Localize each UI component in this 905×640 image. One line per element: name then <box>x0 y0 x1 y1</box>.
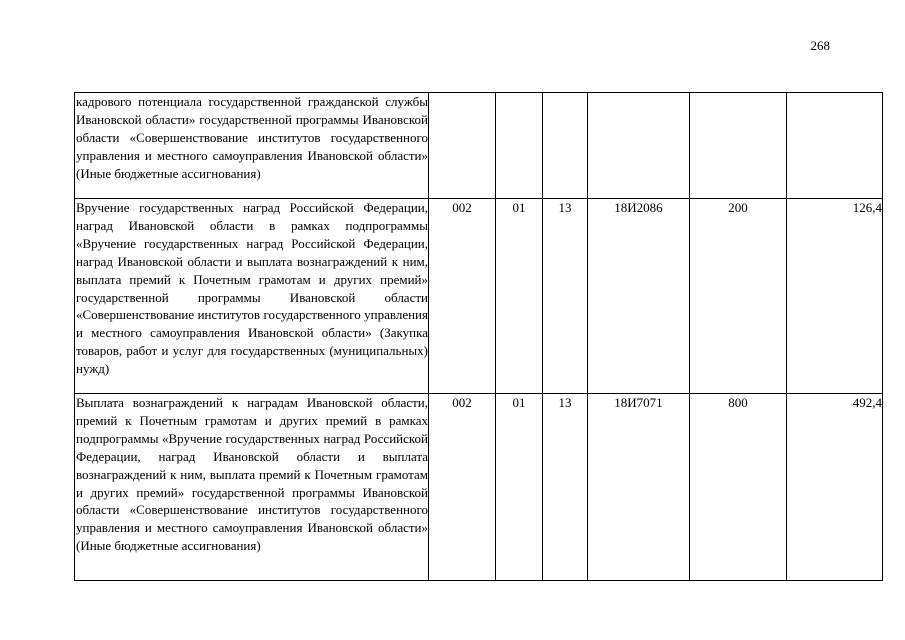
cell-rz: 01 <box>496 394 543 581</box>
cell-pr: 13 <box>543 394 588 581</box>
table-row <box>75 394 883 581</box>
cell-amount: 126,4 <box>787 199 883 394</box>
cell-csr: 18И7071 <box>588 394 690 581</box>
cell-pr: 13 <box>543 199 588 394</box>
cell-amount <box>787 93 883 199</box>
cell-vr: 800 <box>690 394 787 581</box>
table-row <box>75 199 883 394</box>
cell-pr <box>543 93 588 199</box>
cell-csr <box>588 93 690 199</box>
cell-vr <box>690 93 787 199</box>
row-description: кадрового потенциала государственной гражданской службы Ивановской области» государственной программы Ивановской области «Совершенствование институтов государственного управления и местного самоуправления Ивановской области» (Иные бюджетные ассигнования) <box>75 93 429 199</box>
row-description: Вручение государственных наград Российской Федерации, наград Ивановской области в рамках подпрограммы «Вручение государственных наград Российской Федерации, наград Ивановской области и выплата вознаграждений к ним, выплата премий к Почетным грамотам и других премий» государственной программы Ивановской области «Совершенствование институтов государственного управления и местного самоуправления Ивановской области» (Закупка товаров, работ и услуг для государственных (муниципальных) нужд) <box>75 199 429 394</box>
row-description: Выплата вознаграждений к наградам Ивановской области, премий к Почетным грамотам и других премий в рамках подпрограммы «Вручение государственных наград Российской Федерации, наград Ивановской области и выплата вознаграждений к ним, выплата премий к Почетным грамотам и других премий» государственной программы Ивановской области «Совершенствование институтов государственного управления и местного самоуправления Ивановской области» (Иные бюджетные ассигнования) <box>75 394 429 581</box>
table-row <box>75 93 883 199</box>
cell-amount: 492,4 <box>787 394 883 581</box>
cell-ved: 002 <box>429 199 496 394</box>
cell-ved <box>429 93 496 199</box>
cell-rz: 01 <box>496 199 543 394</box>
cell-ved: 002 <box>429 394 496 581</box>
cell-csr: 18И2086 <box>588 199 690 394</box>
budget-table <box>74 92 883 581</box>
page-number: 268 <box>810 38 830 53</box>
cell-rz <box>496 93 543 199</box>
cell-vr: 200 <box>690 199 787 394</box>
